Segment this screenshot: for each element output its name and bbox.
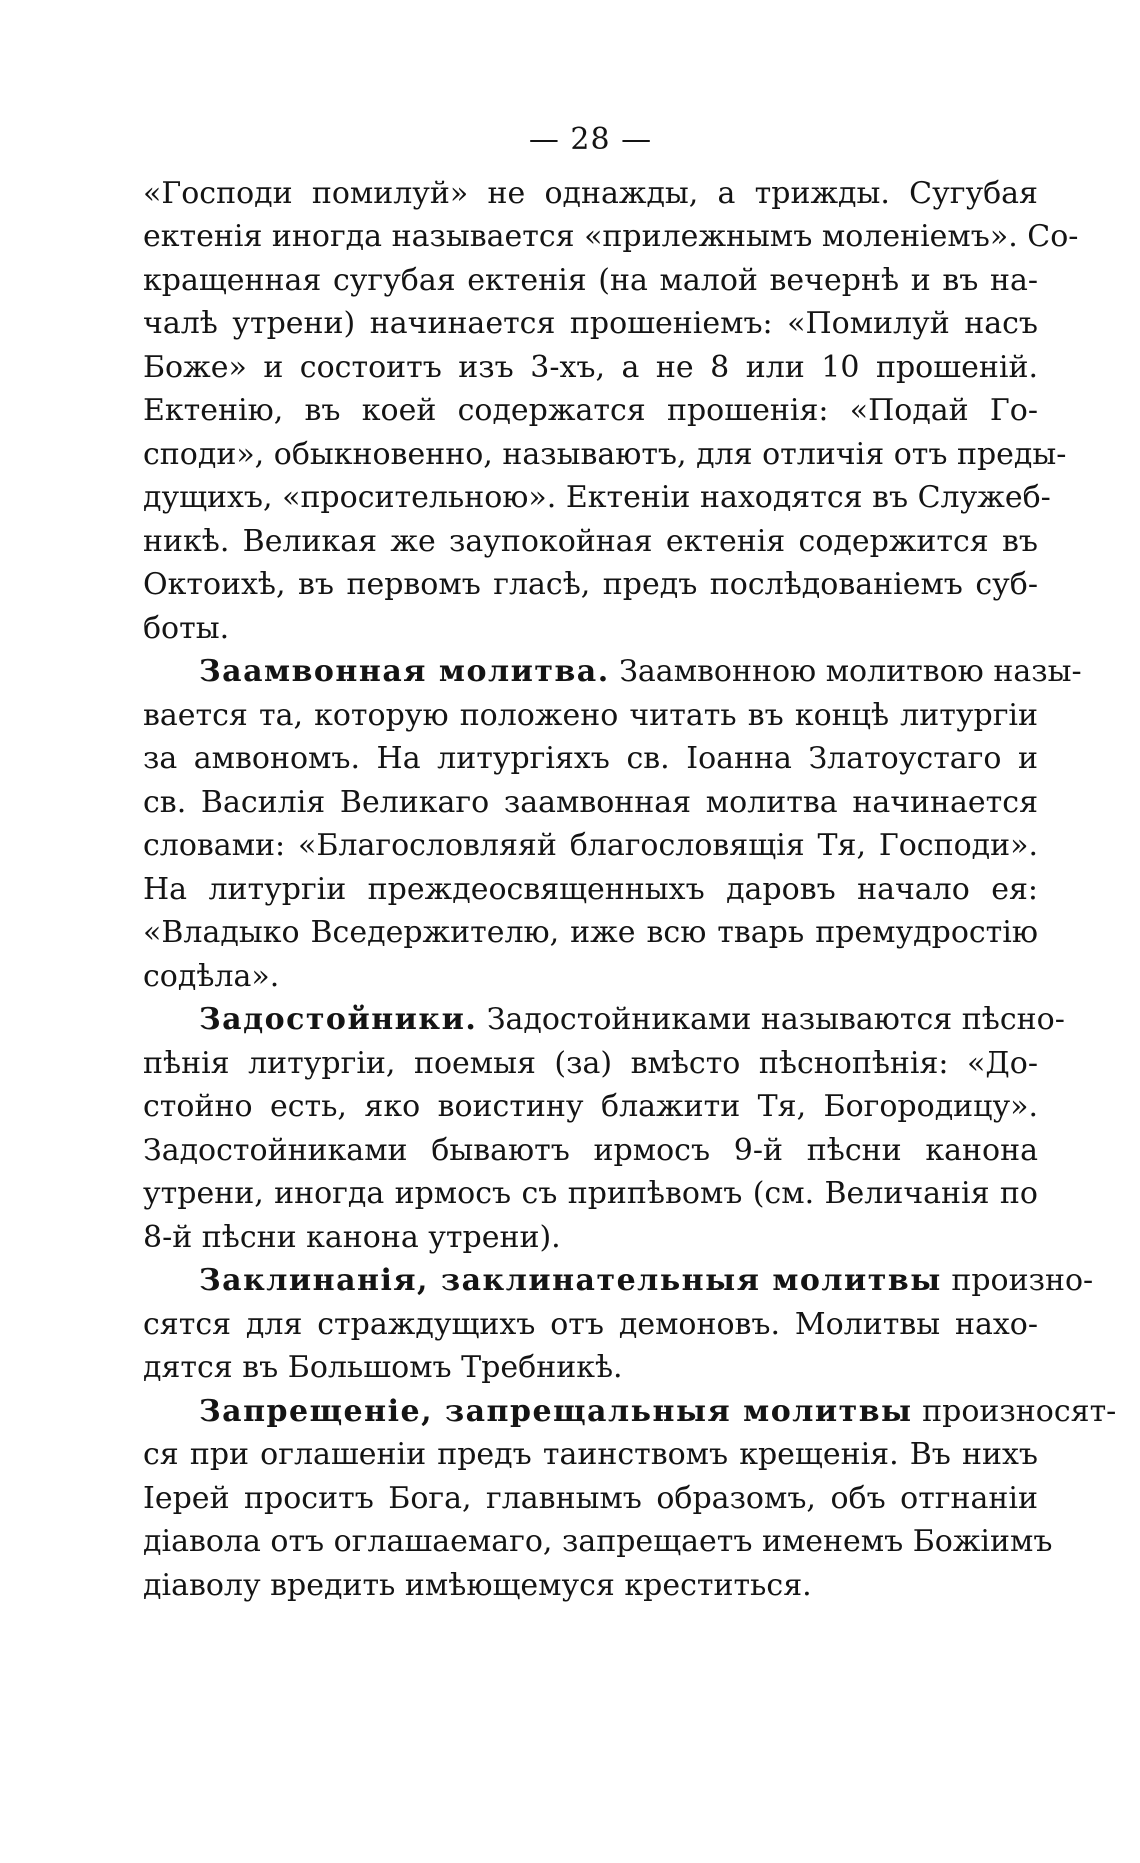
text-line: «Господи помилуй» не однажды, а трижды. Сугубая xyxy=(143,175,1038,211)
text-line: утрени, иногда ирмосъ съ припѣвомъ (см. Величанія по xyxy=(143,1176,1038,1211)
text-line: боты. xyxy=(143,610,230,646)
text-line: вается та, которую положено читать въ концѣ литургіи xyxy=(143,697,1038,733)
paragraph-zaamvonnaya-molitva xyxy=(143,650,1082,998)
entry-first-line xyxy=(143,1259,1094,1303)
entry-first-line xyxy=(143,1390,1117,1434)
entry-text: произно- xyxy=(951,1263,1094,1298)
text-line: никѣ. Великая же заупокойная ектенія содержится въ xyxy=(143,523,1038,559)
text-line: словами: «Благословляяй благословящія Тя, Господи». xyxy=(143,828,1038,863)
paragraph-ekteniya-continued xyxy=(143,172,1079,651)
text-line: 8-й пѣсни канона утрени). xyxy=(143,1219,561,1255)
entry-text: произносят- xyxy=(922,1393,1117,1429)
entry-term: Запрещеніе, запрещальныя молитвы xyxy=(199,1393,913,1429)
entry-first-line xyxy=(143,998,1065,1042)
text-line: чалѣ утрени) начинается прошеніемъ: «Помилуй насъ xyxy=(143,306,1038,341)
text-line: св. Василія Великаго заамвонная молитва начинается xyxy=(143,784,1038,820)
entry-term: Заамвонная молитва. xyxy=(199,654,610,689)
text-line: кращенная сугубая ектенія (на малой вечернѣ и въ на- xyxy=(143,262,1038,298)
text-line: «Владыко Вседержителю, иже всю тварь премудростію xyxy=(143,915,1038,950)
text-line: Задостойниками бываютъ ирмосъ 9-й пѣсни канона xyxy=(143,1132,1038,1168)
entry-term: Заклинанія, заклинательныя молитвы xyxy=(199,1263,942,1298)
text-line: сятся для страждущихъ отъ демоновъ. Молитвы нахо- xyxy=(143,1306,1038,1342)
entry-term: Задостойники. xyxy=(199,1002,478,1037)
paragraph-zapreschenie xyxy=(143,1390,1117,1608)
text-line: содѣла». xyxy=(143,958,280,994)
entry-first-line xyxy=(143,650,1082,694)
text-line: за амвономъ. На литургіяхъ св. Іоанна Златоустаго и xyxy=(143,741,1038,776)
text-line: споди», обыкновенно, называютъ, для отличія отъ преды- xyxy=(143,436,1067,472)
paragraph-zaklinaniya xyxy=(143,1259,1094,1390)
text-line: Іерей проситъ Бога, главнымъ образомъ, объ отгнаніи xyxy=(143,1480,1038,1516)
book-page xyxy=(143,118,1117,1607)
text-line: На литургіи преждеосвященныхъ даровъ начало ея: xyxy=(143,871,1038,907)
page-number: — 28 — xyxy=(528,122,653,157)
text-line: дятся въ Большомъ Требникѣ. xyxy=(143,1350,623,1385)
entry-text: Заамвонною молитвою назы- xyxy=(619,654,1082,689)
text-line: Боже» и состоитъ изъ 3-хъ, а не 8 или 10 прошеній. xyxy=(143,349,1038,385)
text-line: ся при оглашеніи предъ таинствомъ крещенія. Въ нихъ xyxy=(143,1437,1038,1472)
text-line: діавола отъ оглашаемаго, запрещаетъ именемъ Божіимъ xyxy=(143,1524,1053,1559)
entry-text: Задостойниками называются пѣсно- xyxy=(486,1002,1065,1037)
text-line: дущихъ, «просительною». Ектеніи находятся въ Служеб- xyxy=(143,480,1051,515)
text-line: Ектенію, въ коей содержатся прошенія: «Подай Го- xyxy=(143,393,1038,428)
paragraph-zadostoyniki xyxy=(143,998,1065,1259)
text-line: стойно есть, яко воистину блажити Тя, Богородицу». xyxy=(143,1089,1038,1124)
text-line: ектенія иногда называется «прилежнымъ моленіемъ». Со- xyxy=(143,219,1079,254)
text-line: діаволу вредить имѣющемуся креститься. xyxy=(143,1567,812,1603)
text-line: пѣнія литургіи, поемыя (за) вмѣсто пѣснопѣнія: «До- xyxy=(143,1045,1038,1081)
text-line: Октоихѣ, въ первомъ гласѣ, предъ послѣдованіемъ суб- xyxy=(143,567,1038,602)
